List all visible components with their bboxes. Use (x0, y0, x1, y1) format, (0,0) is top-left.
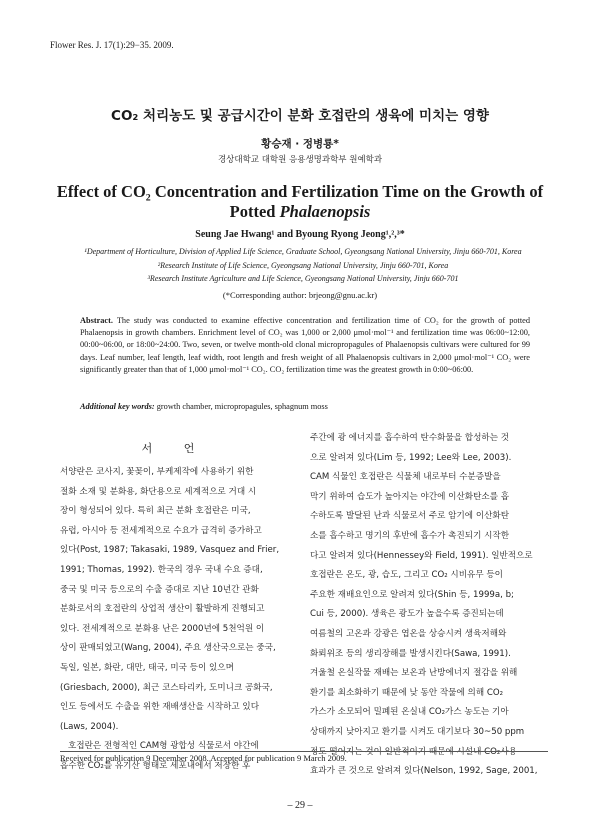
abstract (80, 315, 530, 376)
body-text-line: 있다. 전세계적으로 분화용 난은 2000년에 5천억원 이 (60, 623, 265, 634)
body-text-line: 가스가 소모되어 밀폐된 온실내 CO₂가스 농도는 기아 (310, 707, 509, 718)
keywords-text: growth chamber, micropropagules, sphagnum moss (156, 402, 328, 411)
body-text-line: 수하도록 발달된 난과 식물로서 주로 암기에 이산화탄 (310, 511, 510, 522)
body-text-line: 독일, 일본, 화란, 대만, 태국, 미국 등이 있으며 (60, 662, 234, 673)
english-title-line-1: Effect of CO₂ Concentration and Fertilization Time on the Growth of (56, 182, 544, 201)
body-text-line: 여름철의 고온과 강광은 엽온을 상승시켜 생육저해와 (310, 628, 507, 639)
english-title (30, 182, 570, 222)
body-text-line: 상태까지 낮아지고 환기를 시켜도 대기보다 30~50 ppm (310, 726, 525, 737)
body-text-line: (Laws, 2004). (60, 721, 119, 732)
body-text-line: 주간에 광 에너지를 흡수하여 탄수화물을 합성하는 것 (310, 433, 510, 443)
body-text-line: 환기를 최소화하기 때문에 낮 동안 작물에 의해 CO₂ (310, 687, 504, 698)
english-authors: Seung Jae Hwang¹ and Byoung Ryong Jeong¹,²,³* (195, 229, 405, 240)
body-text-line: 주요한 재배요인으로 알려져 있다(Shin 등, 1999a, b; (310, 589, 514, 600)
body-text-line: (Griesbach, 2000), 최근 코스타리카, 도미니크 공화국, (60, 682, 273, 693)
body-text-line: 상이 판매되었고(Wang, 2004), 주요 생산국으로는 중국, (60, 643, 276, 654)
body-column-right (310, 429, 548, 782)
body-column-left (60, 463, 294, 777)
body-text-line: 호접란은 전형적인 CAM형 광합성 식물로서 야간에 (68, 741, 259, 752)
body-text-line: 분화로서의 호접란의 상업적 생산이 활발하게 진행되고 (60, 604, 265, 615)
affiliation-1: ¹Department of Horticulture, Division of Applied Life Science, Graduate School, Gyeongsang National University, Jinju 660-701, Korea (84, 247, 522, 256)
body-text-line: 효과가 큰 것으로 알려져 있다(Nelson, 1992, Sage, 2001, (310, 766, 538, 777)
footnote-divider (60, 751, 548, 752)
received-note: Received for publication 9 December 2008. Accepted for publication 9 March 2009. (60, 753, 347, 763)
body-text-line: CAM 식물인 호접란은 식물체 내로부터 수분증발을 (310, 472, 501, 483)
body-text-line: 소를 흡수하고 명기의 후반에 흡수가 촉진되기 시작한 (310, 530, 510, 541)
affiliation-2: ²Research Institute of Life Science, Gyeongsang National University, Jinju 660-701, Korea (157, 261, 449, 270)
korean-affiliation: 경상대학교 대학원 응용생명과학부 원예학과 (217, 155, 383, 165)
korean-authors: 황승재 · 정병룡* (261, 138, 339, 150)
abstract-text: The study was conducted to examine effective concentration and fertilization time of CO₂ for the growth of potted Phalaenopsis in growth chambers. Enrichment level of CO₂ was 1,000 or 2,000 μmol·mol⁻¹ and fertilization time was 06:00~12:00, 00:00~06:00, or 18:00~24:00. Two, seven, or twelve month-old clonal micropropagules of Phalaenopsis cultivars were cultured for 99 days. Leaf number, leaf length, leaf width, root length and fresh weight of all Phalaenopsis cultivars in 2,000 μmol·mol⁻¹ CO₂ were significantly greater than that of 1,000 μmol·mol⁻¹ CO₂. CO₂ fertilization time was the greatest growth in 0:00~06:00. (80, 316, 530, 374)
keywords (80, 402, 530, 411)
body-text-line: 있다(Post, 1987; Takasaki, 1989, Vasquez and Frier, (60, 545, 280, 556)
body-text-line: 장이 형성되어 있다. 특히 최근 분화 호접란은 미국, (60, 506, 251, 517)
keywords-label: Additional key words: (80, 402, 155, 411)
abstract-label: Abstract. (80, 316, 113, 325)
body-text-line: 절화 소재 및 분화용, 화단용으로 세계적으로 거대 시 (60, 486, 257, 497)
english-title-line-2 (30, 202, 570, 222)
english-title-line-2-prefix: Potted (229, 202, 280, 221)
body-text-line: 흡수한 CO₂를 유기산 형태로 세포내에서 저장한 후 (60, 760, 251, 771)
body-text-line: 인도 등에서도 수출을 위한 재배생산을 시작하고 있다 (60, 702, 260, 713)
journal-reference: Flower Res. J. 17(1):29−35. 2009. (50, 40, 174, 50)
english-title-genus: Phalaenopsis (279, 202, 371, 221)
body-text-line: 으로 알려져 있다(Lim 등, 1992; Lee와 Lee, 2003). (310, 452, 512, 463)
body-text-line: 1991; Thomas, 1992). 한국의 경우 국내 수요 증대, (60, 564, 263, 575)
body-text-line: 화뢰위조 등의 생리장해를 발생시킨다(Sawa, 1991). (310, 648, 511, 659)
body-text-line: 정도 떨어지는 것이 일반적이기 때문에 시설내 CO₂사용 (310, 746, 517, 757)
section-heading-introduction: 서 언 (141, 442, 209, 455)
korean-title: CO₂ 처리농도 및 공급시간이 분화 호접란의 생육에 미치는 영향 (111, 108, 489, 124)
body-text-line: 다고 알려져 있다(Hennessey와 Field, 1991). 일반적으로 (310, 550, 533, 561)
body-text-line: 유럽, 아시아 등 전세계적으로 수요가 급격히 증가하고 (60, 525, 262, 536)
corresponding-author: (*Corresponding author: brjeong@gnu.ac.kr) (222, 290, 378, 300)
affiliation-3: ³Research Institute Agriculture and Life Science, Gyeongsang National University, Jinju 660-701 (147, 274, 459, 283)
body-text-line: 중국 및 미국 등으로의 수출 증대로 지난 10년간 관화 (60, 584, 259, 595)
body-text-line: 막기 위하여 습도가 높아지는 야간에 이산화탄소를 흡 (310, 491, 510, 502)
body-text-line: 겨울철 온실작물 재배는 보온과 난방에너지 절감을 위해 (310, 668, 518, 679)
body-text-line: Cui 등, 2000). 생육은 광도가 높을수록 증진되는데 (310, 609, 504, 620)
page-number: – 29 – (287, 800, 313, 811)
body-text-line: 호접란은 온도, 광, 습도, 그리고 CO₂ 시비유무 등이 (310, 570, 503, 581)
body-text-line: 서양란은 코사지, 꽃꽂이, 부케제작에 사용하기 위한 (60, 467, 254, 477)
